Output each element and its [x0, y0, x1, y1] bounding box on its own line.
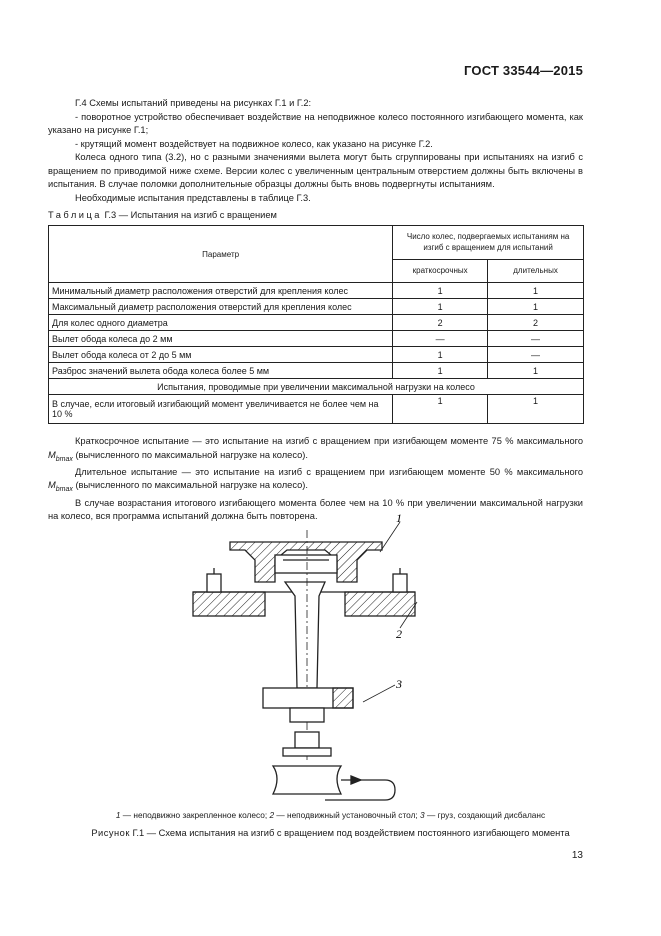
row-long: —	[488, 347, 584, 363]
paragraph-short-test	[48, 435, 583, 466]
figure-caption-word: Рисунок	[91, 828, 130, 838]
row-long: —	[488, 331, 584, 347]
paragraph-g4: Г.4 Схемы испытаний приведены на рисунках Г.1 и Г.2:	[75, 98, 312, 108]
long-test-tail: (вычисленного по максимальной нагрузке на колесо).	[72, 480, 308, 491]
legend-num-2: 2	[269, 810, 275, 820]
header-group: Число колес, подвергаемых испытаниям на изгиб с вращением для испытаний	[393, 226, 584, 260]
table-caption-text: Г.3 — Испытания на изгиб с вращением	[101, 210, 277, 220]
moment-subscript: bmax	[55, 486, 73, 494]
paragraph-repeat: В случае возрастания итогового изгибающего момента более чем на 10 % при увеличении максимальной нагрузки на колесо, вся программа испытаний должна быть повторена.	[48, 497, 583, 522]
table-row	[49, 299, 584, 315]
paragraph-item-1: - поворотное устройство обеспечивает воздействие на неподвижное колесо постоянного изгибающего момента, как указано на рисунке Г.1;	[48, 111, 583, 135]
table-row	[49, 283, 584, 299]
drive-pulley	[273, 766, 395, 800]
header-short: краткосрочных	[393, 259, 488, 282]
legend-text-2: — неподвижный установочный стол;	[274, 810, 421, 820]
row-param: Вылет обода колеса до 2 мм	[49, 331, 393, 347]
moment-subscript: bmax	[55, 455, 73, 463]
legend-num-1: 1	[115, 810, 121, 820]
paragraph-table-ref: Необходимые испытания представлены в таблице Г.3.	[75, 192, 311, 203]
unbalance-weight	[263, 688, 353, 756]
row-short: 2	[393, 315, 488, 331]
table-section-row	[49, 379, 584, 395]
figure-caption-text: Г.1 — Схема испытания на изгиб с вращением под воздействием постоянного изгибающего момента	[129, 828, 570, 838]
legend-text-3: — груз, создающий дисбаланс	[424, 810, 546, 820]
header-long: длительных	[488, 259, 584, 282]
callout-1: 1	[396, 511, 402, 525]
table-caption-word: Таблица	[48, 210, 102, 220]
header-param: Параметр	[49, 226, 393, 283]
table-row	[49, 395, 584, 424]
page-number: 13	[571, 850, 583, 861]
row-short: 1	[393, 395, 488, 424]
row-param: Для колес одного диаметра	[49, 315, 393, 331]
row-param: Разброс значений вылета обода колеса более 5 мм	[49, 363, 393, 379]
row-short: 1	[393, 299, 488, 315]
wheel	[230, 542, 382, 582]
callout-2: 2	[396, 627, 402, 641]
row-short: 1	[393, 347, 488, 363]
row-long: 1	[488, 299, 584, 315]
row-param: Вылет обода колеса от 2 до 5 мм	[49, 347, 393, 363]
row-long: 1	[488, 363, 584, 379]
table-row	[49, 363, 584, 379]
paragraph-long-test	[48, 466, 583, 497]
table-caption	[48, 210, 277, 220]
row-param: Максимальный диаметр расположения отверстий для крепления колес	[49, 299, 393, 315]
row-short: 1	[393, 283, 488, 299]
test-scheme-drawing	[185, 510, 435, 805]
moment-symbol: M	[48, 449, 56, 460]
paragraph-item-2: - крутящий момент воздействует на подвижное колесо, как указано на рисунке Г.2.	[75, 138, 433, 149]
table-header-row	[49, 226, 584, 260]
table-row	[49, 315, 584, 331]
legend-text-1: — неподвижно закрепленное колесо;	[120, 810, 270, 820]
table-row	[49, 331, 584, 347]
tests-table	[48, 225, 584, 424]
moment-symbol: M	[48, 480, 56, 491]
paragraph-grouping: Колеса одного типа (3.2), но с разными значениями вылета могут быть сгруппированы при испытаниях на изгиб с вращением по приводимой ниже схеме. Версии колес с увеличенным центральным отверстием должны быть включены в испытания. В случае поломки дополнительные образцы должны быть вновь подвергнуты испытаниям.	[48, 152, 583, 189]
callout-3: 3	[396, 677, 402, 691]
row-long: 2	[488, 315, 584, 331]
legend-num-3: 3	[420, 810, 425, 820]
table-row	[49, 347, 584, 363]
long-test-text: Длительное испытание — это испытание на изгиб с вращением при изгибающем моменте 50 % максимального	[75, 466, 583, 477]
row-long: 1	[488, 395, 584, 424]
row-short: —	[393, 331, 488, 347]
figure-caption	[48, 828, 613, 838]
document-code: ГОСТ 33544—2015	[464, 63, 583, 78]
row-short: 1	[393, 363, 488, 379]
row-long: 1	[488, 283, 584, 299]
section-title: Испытания, проводимые при увеличении максимальной нагрузки на колесо	[49, 379, 584, 395]
figure-legend	[48, 810, 613, 820]
short-test-tail: (вычисленного по максимальной нагрузке на колесо).	[72, 449, 308, 460]
short-test-text: Краткосрочное испытание — это испытание на изгиб с вращением при изгибающем моменте 75 % максимального	[75, 436, 583, 446]
row-param: В случае, если итоговый изгибающий момент увеличивается не более чем на 10 %	[49, 395, 393, 424]
intro-text	[48, 97, 583, 205]
row-param: Минимальный диаметр расположения отверстий для крепления колес	[49, 283, 393, 299]
